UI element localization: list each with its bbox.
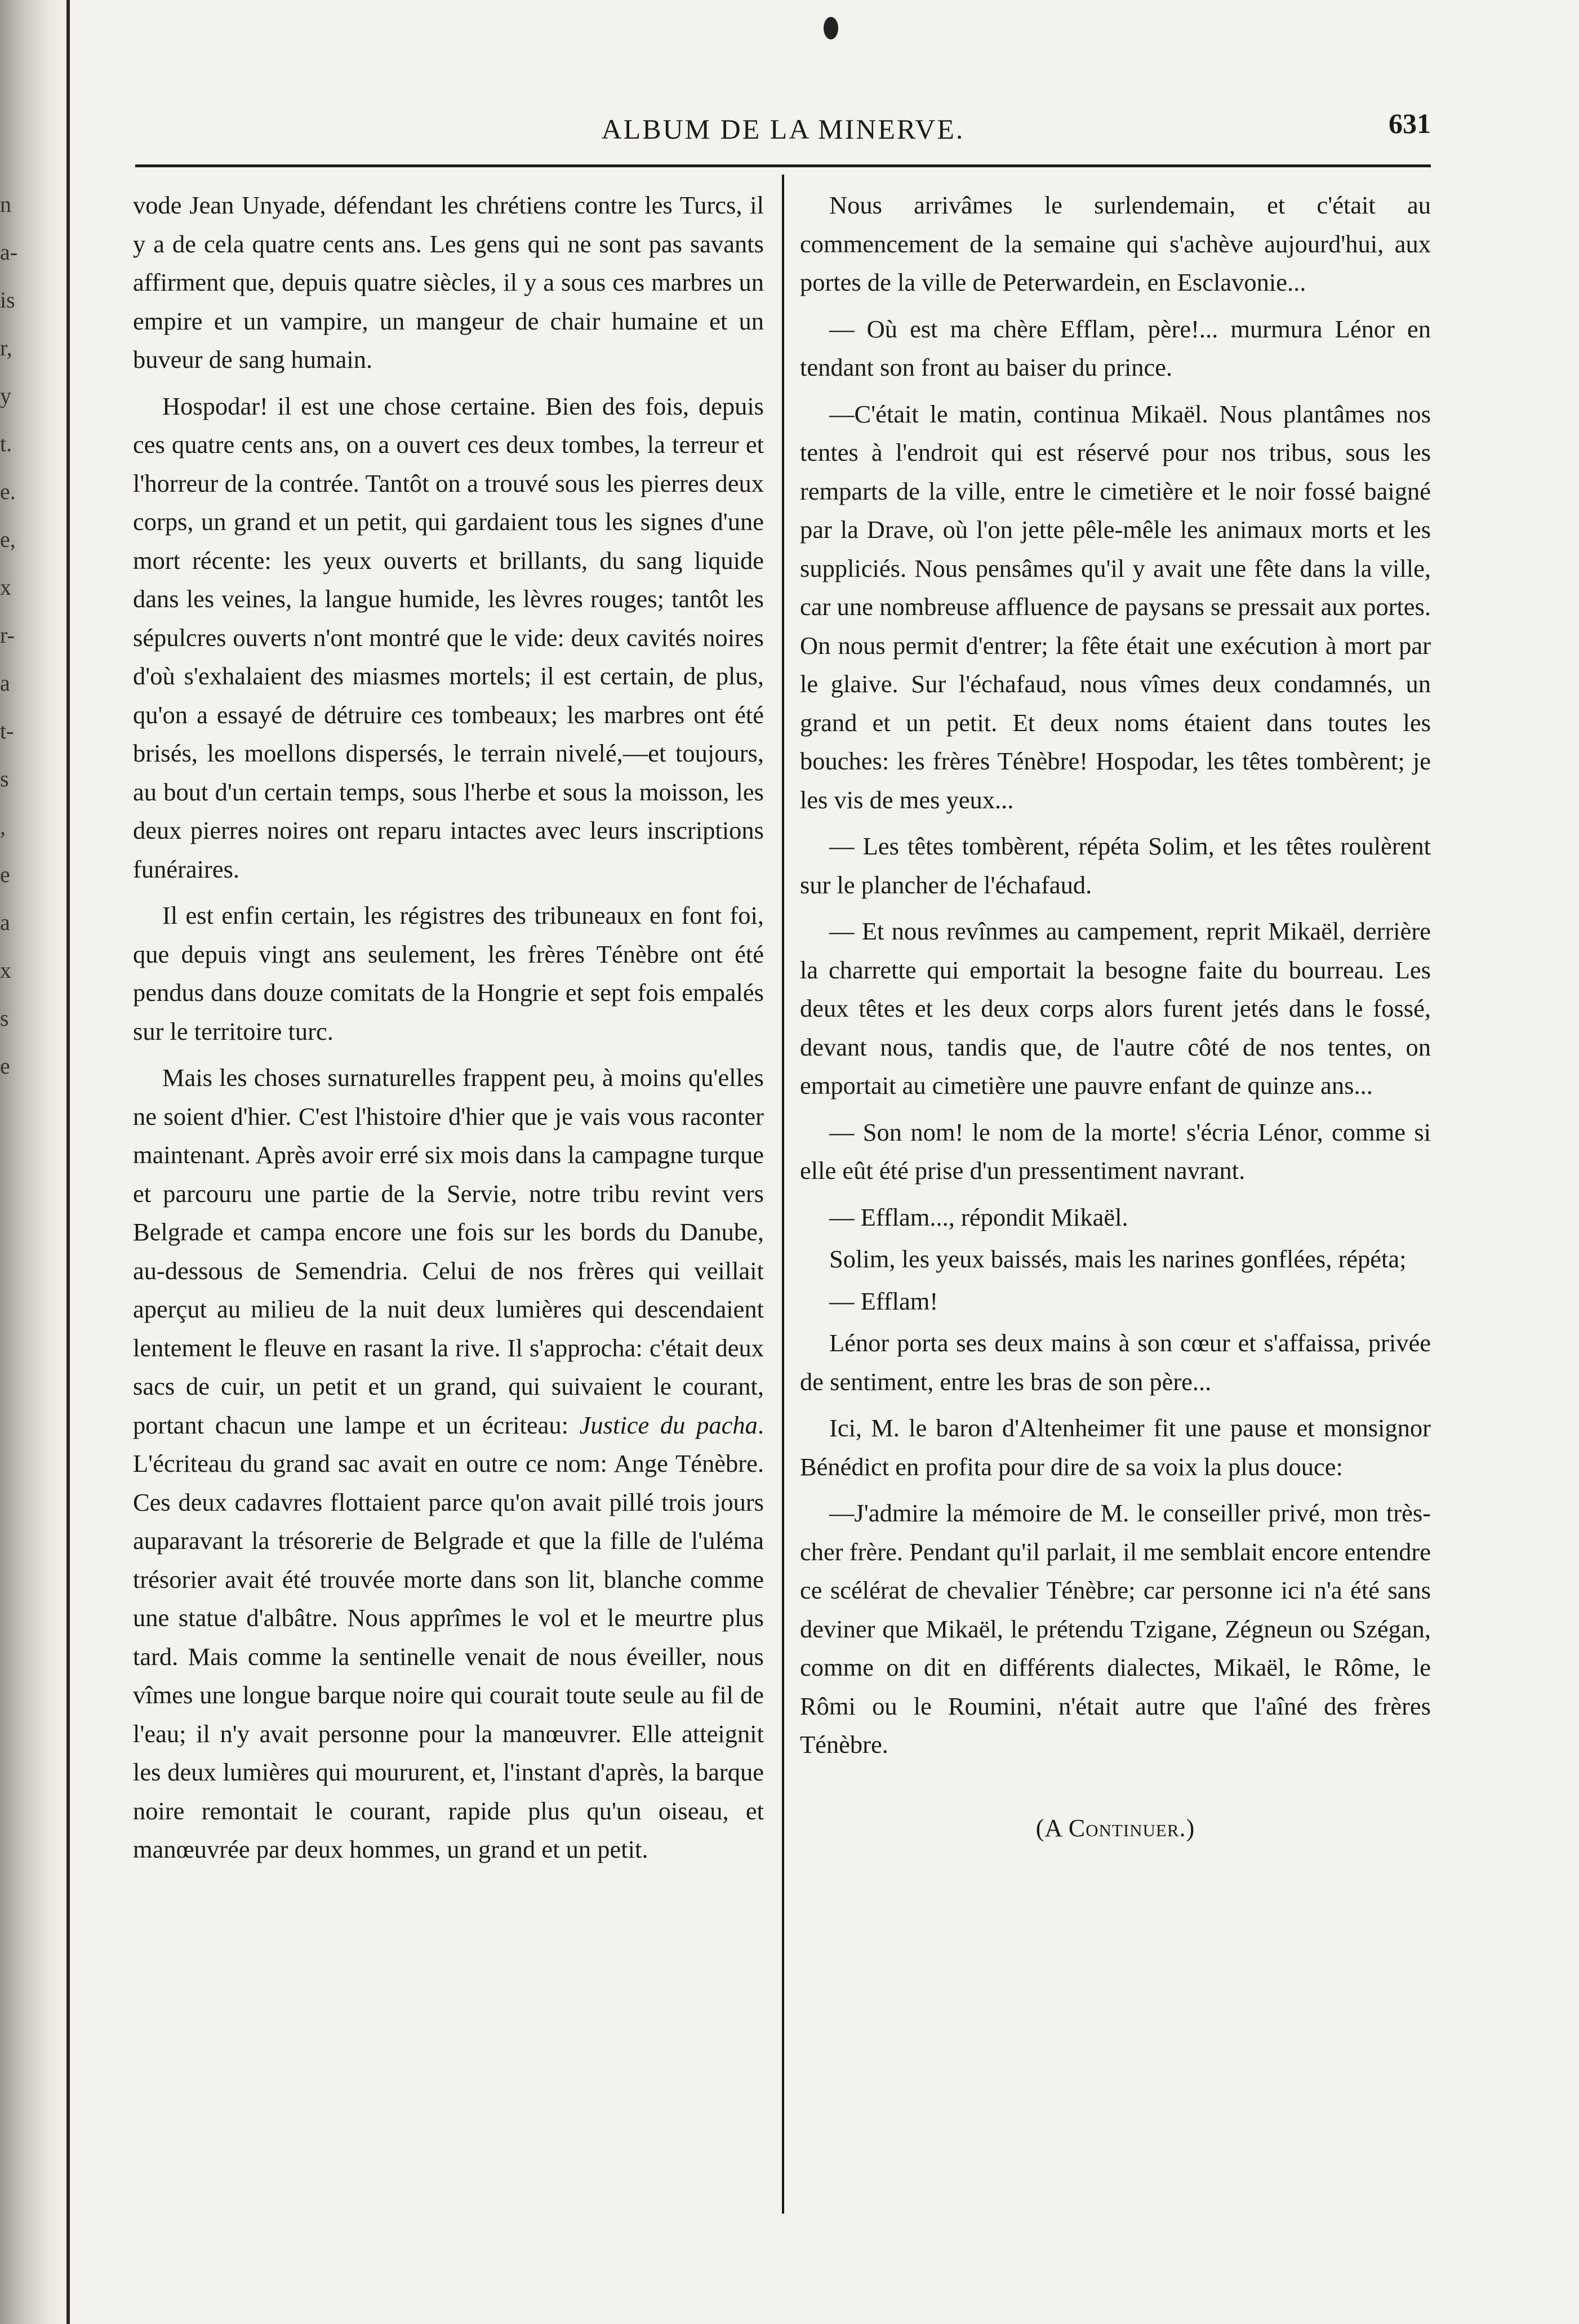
margin-fragment: a: [0, 910, 10, 935]
margin-fragment: t.: [0, 431, 12, 456]
margin-fragment: y: [0, 383, 11, 408]
continuation-note: [800, 1809, 1431, 1848]
paragraph: — Efflam!: [829, 1286, 938, 1315]
continuation-word: Continuer.: [1068, 1814, 1186, 1842]
paragraph-text: . L'écriteau du grand sac avait en outre ce nom: Ange Ténèbre. Ces deux cadavres flottaient parce qu'on avait pillé trois jours auparavant la trésorerie de Belgrade et que la fille de l'uléma trésorier avait été trouvée morte dans son lit, blanche comme une statue d'albâtre. Nous apprîmes le vol et le meurtre plus tard. Mais comme la sentinelle venait de nous éveiller, nous vîmes une longue barque noire qui courait toute seule au fil de l'eau; il n'y avait personne pour la manœuvrer. Elle atteignit les deux lumières qui moururent, et, l'instant d'après, la barque noire remontait le courant, rapide plus qu'un oiseau, et manœuvrée par deux hommes, un grand et un petit.: [133, 1410, 764, 1863]
paragraph: Lénor porta ses deux mains à son cœur et s'affaissa, privée de sentiment, entre les bras de son père...: [800, 1329, 1431, 1396]
continuation-open: (A: [1035, 1814, 1069, 1842]
margin-fragment: e: [0, 862, 10, 887]
ink-speck: [824, 17, 838, 39]
right-column: [800, 186, 1431, 1847]
paragraph: Solim, les yeux baissés, mais les narines gonflées, répéta;: [829, 1245, 1407, 1273]
page-binding-edge: [66, 0, 70, 2324]
margin-fragment: x: [0, 958, 11, 983]
margin-fragment: r-: [0, 622, 15, 648]
margin-fragment: t-: [0, 718, 14, 743]
paragraph: vode Jean Unyade, défendant les chrétiens contre les Turcs, il y a de cela quatre cents ans. Les gens qui ne sont pas savants affirment que, depuis quatre siècles, il y a sous ces marbres un empire et un vampire, un mangeur de chair humaine et un buveur de sang humain.: [133, 191, 764, 373]
margin-fragment: a: [0, 670, 10, 696]
margin-fragment: s: [0, 766, 9, 791]
adjacent-page-fragments: [0, 180, 23, 1090]
paragraph: Hospodar! il est une chose certaine. Bien des fois, depuis ces quatre cents ans, on a ouvert ces deux tombes, la terreur et l'horreur de la contrée. Tantôt on a trouvé sous les pierres deux corps, un grand et un petit, qui gardaient tous les signes d'une mort récente: les yeux ouverts et brillants, du sang liquide dans les veines, la langue humide, les lèvres rouges; tantôt les sépulcres ouverts n'ont montré que le vide: deux cavités noires d'où s'exhalaient des miasmes mortels; il est certain, de plus, qu'on a essayé de détruire ces tombeaux; les marbres ont été brisés, les moellons dispersés, le terrain nivelé,—et toujours, au bout d'un certain temps, sous l'herbe et sous la moisson, les deux pierres noires ont reparu intactes avec leurs inscriptions funéraires.: [133, 391, 764, 883]
paragraph: Nous arrivâmes le surlendemain, et c'était au commencement de la semaine qui s'achève aujourd'hui, aux portes de la ville de Peterwardein, en Esclavonie...: [800, 191, 1431, 296]
column-divider: [782, 175, 784, 2214]
paragraph: — Les têtes tombèrent, répéta Solim, et les têtes roulèrent sur le plancher de l'échafaud.: [800, 832, 1431, 899]
paragraph: Ici, M. le baron d'Altenheimer fit une pause et monsignor Bénédict en profita pour dire de sa voix la plus douce:: [800, 1414, 1431, 1481]
paragraph-text: Mais les choses surnaturelles frappent peu, à moins qu'elles ne soient d'hier. C'est l'histoire d'hier que je vais vous raconter maintenant. Après avoir erré six mois dans la campagne turque et parcouru une partie de la Servie, notre tribu revint vers Belgrade et campa encore une fois sur les bords du Danube, au-dessous de Semendria. Celui de nos frères qui veillait aperçut au milieu de la nuit deux lumières qui descendaient lentement le fleuve en rasant la rive. Il s'approcha: c'était deux sacs de cuir, un petit et un grand, qui suivaient le courant, portant chacun une lampe et un écriteau:: [133, 1063, 764, 1439]
paragraph: —C'était le matin, continua Mikaël. Nous plantâmes nos tentes à l'endroit qui est réservé pour nos tribus, sous les remparts de la ville, entre le cimetière et le noir fossé baigné par la Drave, où l'on jette pêle-mêle les animaux morts et les suppliciés. Nous pensâmes qu'il y avait une fête dans la ville, car une nombreuse affluence de paysans se pressait aux portes. On nous permit d'entrer; la fête était une exécution à mort par le glaive. Sur l'échafaud, nous vîmes deux condamnés, un grand et un petit. Et deux noms étaient dans toutes les bouches: les frères Ténèbre! Hospodar, les têtes tombèrent; je les vis de mes yeux...: [800, 399, 1431, 814]
margin-fragment: e,: [0, 527, 16, 552]
continuation-close: ): [1186, 1814, 1195, 1842]
running-title: ALBUM DE LA MINERVE.: [601, 113, 965, 145]
margin-fragment: r,: [0, 335, 12, 360]
paragraph: — Où est ma chère Efflam, père!... murmura Lénor en tendant son front au baiser du prince.: [800, 314, 1431, 381]
margin-fragment: a-: [0, 239, 18, 265]
margin-fragment: e.: [0, 479, 16, 504]
margin-fragment: e: [0, 1053, 10, 1079]
margin-fragment: x: [0, 575, 11, 600]
margin-fragment: is: [0, 287, 15, 313]
paragraph: Il est enfin certain, les régistres des tribuneaux en font foi, que depuis vingt ans seulement, les frères Ténèbre ont été pendus dans douze comitats de la Hongrie et sept fois empalés sur le territoire turc.: [133, 901, 764, 1045]
margin-fragment: s: [0, 1005, 9, 1031]
header-rule: [135, 164, 1431, 167]
italic-text: Justice du pacha: [579, 1410, 758, 1439]
paragraph: — Son nom! le nom de la morte! s'écria Lénor, comme si elle eût été prise d'un pressentiment navrant.: [800, 1118, 1431, 1185]
paragraph: — Et nous revînmes au campement, reprit Mikaël, derrière la charrette qui emportait la besogne faite du bourreau. Les deux têtes et les deux corps alors furent jetés dans le fossé, devant nous, tandis que, de l'autre côté de nos tentes, on emportait au cimetière une pauvre enfant de quinze ans...: [800, 917, 1431, 1099]
margin-fragment: ,: [0, 814, 6, 839]
page-number: 631: [1389, 108, 1431, 139]
left-column: [133, 186, 764, 1877]
page-header: [135, 107, 1431, 158]
margin-fragment: n: [0, 192, 11, 217]
paragraph: [133, 1058, 764, 1869]
paragraph: —J'admire la mémoire de M. le conseiller privé, mon très-cher frère. Pendant qu'il parlait, il me semblait encore entendre ce scélérat de chevalier Ténèbre; car personne ici n'a été sans deviner que Mikaël, le prétendu Tzigane, Zégneun ou Szégan, comme on dit en différents dialectes, Mikaël, le Rôme, le Rômi ou le Roumini, n'était autre que l'aîné des frères Ténèbre.: [800, 1499, 1431, 1758]
paragraph: — Efflam..., répondit Mikaël.: [829, 1203, 1128, 1231]
